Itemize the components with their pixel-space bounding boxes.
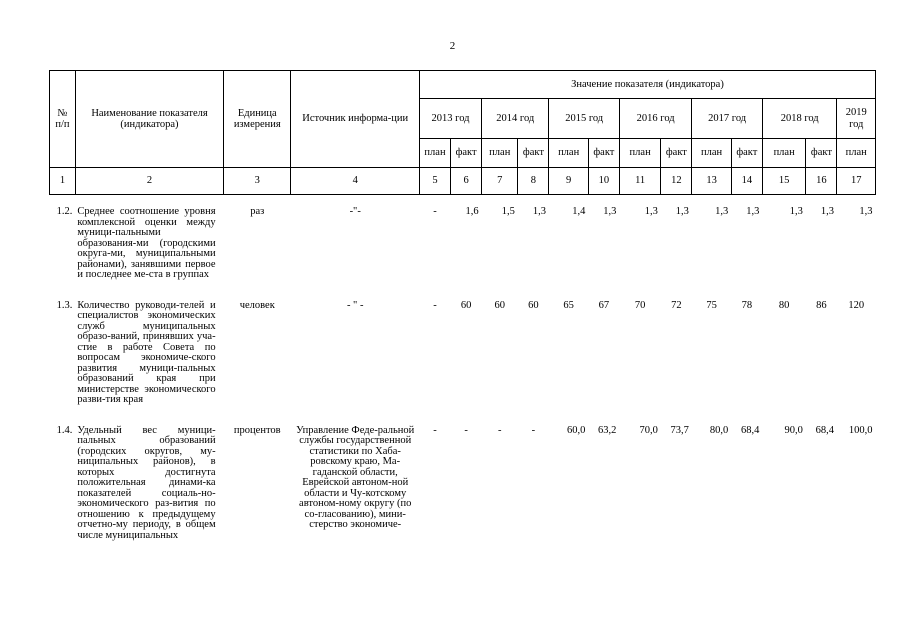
- value-cell: -: [497, 424, 502, 436]
- value-cell: 78: [741, 299, 753, 311]
- col-number: 8: [518, 168, 549, 195]
- value-cell: 60: [494, 299, 505, 311]
- col-number: 9: [549, 168, 588, 195]
- col-number: 2: [75, 168, 223, 195]
- fact-header: факт: [451, 139, 482, 168]
- fact-header: факт: [661, 139, 692, 168]
- indicator-source: Управление Феде-ральной службы государственной статистики по Хаба-ровскому краю, Ма-гаданской области, Еврейской автоном-ной области и Чу-котскому автоном-ному округу (по со-гласованию), мини-стерство экономиче-: [296, 424, 415, 530]
- plan-header: план: [619, 139, 660, 168]
- value-cell: 1,5: [501, 206, 515, 217]
- fact-header: факт: [806, 139, 837, 168]
- value-cell: 1,3: [675, 206, 689, 217]
- indicator-unit: раз: [250, 206, 265, 217]
- page-number: 2: [449, 40, 456, 52]
- value-cell: 1,3: [820, 206, 834, 217]
- col-name-header: Наименование показателя (индикатора): [75, 71, 223, 168]
- year-header: 2015 год: [549, 99, 619, 139]
- indicator-name: Количество руководи-телей и специалистов экономических служб муниципальных образо-ваний, принявших уча-стие в работе Совета по вопросам экономиче-ского развития муници-пальных образований края при министерстве экономического разви-тия края: [77, 299, 216, 405]
- value-cell: 1,3: [603, 206, 617, 217]
- plan-header: план: [762, 139, 806, 168]
- year-header: 2013 год: [419, 99, 481, 139]
- fact-header: факт: [518, 139, 549, 168]
- year-header: 2014 год: [482, 99, 549, 139]
- value-cell: 90,0: [784, 424, 803, 436]
- col-number: 14: [731, 168, 762, 195]
- value-cell: 68,4: [815, 424, 834, 436]
- value-cell: -: [433, 299, 437, 311]
- value-cell: 68,4: [741, 424, 760, 436]
- value-cell: 1,3: [715, 206, 729, 217]
- col-number: 15: [762, 168, 806, 195]
- row-index: 1.3.: [56, 299, 73, 311]
- value-cell: 63,2: [598, 424, 617, 436]
- value-cell: 75: [706, 299, 717, 311]
- year-header: 2017 год: [692, 99, 762, 139]
- indicator-name: Среднее соотношение уровня комплексной оценки между муници-пальными образования-ми (городскими округа-ми, муниципальными районами), занявшими первое и последнее ме-ста в группах: [77, 206, 216, 280]
- col-number: 13: [692, 168, 731, 195]
- indicator-unit: процентов: [233, 424, 281, 436]
- value-cell: 70,0: [639, 424, 658, 436]
- plan-header: план: [837, 139, 876, 168]
- value-cell: 1,3: [789, 206, 803, 217]
- value-cell: 65: [563, 299, 574, 311]
- value-cell: 100,0: [848, 424, 873, 436]
- value-cell: 1,3: [859, 206, 873, 217]
- value-cell: 60: [528, 299, 539, 311]
- table-row: [50, 207, 876, 301]
- indicator-unit: человек: [239, 299, 275, 311]
- col-number: 16: [806, 168, 837, 195]
- indicator-name: Удельный вес муници-пальных образований (городских округов, му-ниципальных районов), в которых достигнута положительная динами-ка показателей социаль-но-экономического раз-вития по отношению к предыдущему отчетно-му периоду, в общем числе муниципальных: [77, 424, 216, 541]
- value-cell: -: [464, 424, 468, 436]
- col-number: 10: [588, 168, 619, 195]
- col-number: 12: [661, 168, 692, 195]
- value-cell: 1,3: [746, 206, 760, 217]
- col-number: 3: [224, 168, 291, 195]
- col-number: 7: [482, 168, 518, 195]
- col-number: 5: [419, 168, 450, 195]
- indicator-source: - " -: [346, 299, 364, 311]
- indicators-table: [49, 70, 876, 561]
- year-header: 2018 год: [762, 99, 837, 139]
- value-cell: 1,3: [644, 206, 658, 217]
- value-cell: -: [433, 424, 437, 436]
- year-header: 2016 год: [619, 99, 692, 139]
- value-cell: 1,6: [465, 206, 479, 217]
- col-number: 17: [837, 168, 876, 195]
- value-cell: 73,7: [670, 424, 689, 436]
- col-unit-header: Единица измерения: [224, 71, 291, 168]
- value-cell: -: [433, 206, 437, 217]
- col-number: 4: [291, 168, 420, 195]
- table-row: [50, 301, 876, 426]
- fact-header: факт: [588, 139, 619, 168]
- value-cell: 1,3: [532, 206, 546, 217]
- value-cell: 72: [671, 299, 682, 311]
- year-header: 2019 год: [837, 99, 876, 139]
- value-cell: 60,0: [566, 424, 586, 436]
- value-cell: 120: [848, 299, 865, 311]
- col-number: 6: [451, 168, 482, 195]
- value-cell: 80,0: [709, 424, 729, 436]
- value-cell: 70: [634, 299, 646, 311]
- col-source-header: Источник информа-ции: [291, 71, 420, 168]
- value-cell: 86: [816, 299, 827, 311]
- plan-header: план: [549, 139, 588, 168]
- row-index: 1.2.: [56, 206, 73, 217]
- plan-header: план: [692, 139, 731, 168]
- col-values-header: Значение показателя (индикатора): [419, 71, 875, 99]
- value-cell: -: [531, 424, 536, 436]
- col-number: 1: [50, 168, 76, 195]
- fact-header: факт: [731, 139, 762, 168]
- row-index: 1.4.: [56, 424, 73, 436]
- value-cell: 80: [778, 299, 790, 311]
- col-number: 11: [619, 168, 660, 195]
- plan-header: план: [482, 139, 518, 168]
- table-row: [50, 426, 876, 562]
- value-cell: 67: [598, 299, 610, 311]
- col-num-header: № п/п: [50, 71, 76, 168]
- indicator-source: -"-: [349, 206, 361, 217]
- value-cell: 60: [460, 299, 472, 311]
- value-cell: 1,4: [572, 206, 586, 217]
- plan-header: план: [419, 139, 450, 168]
